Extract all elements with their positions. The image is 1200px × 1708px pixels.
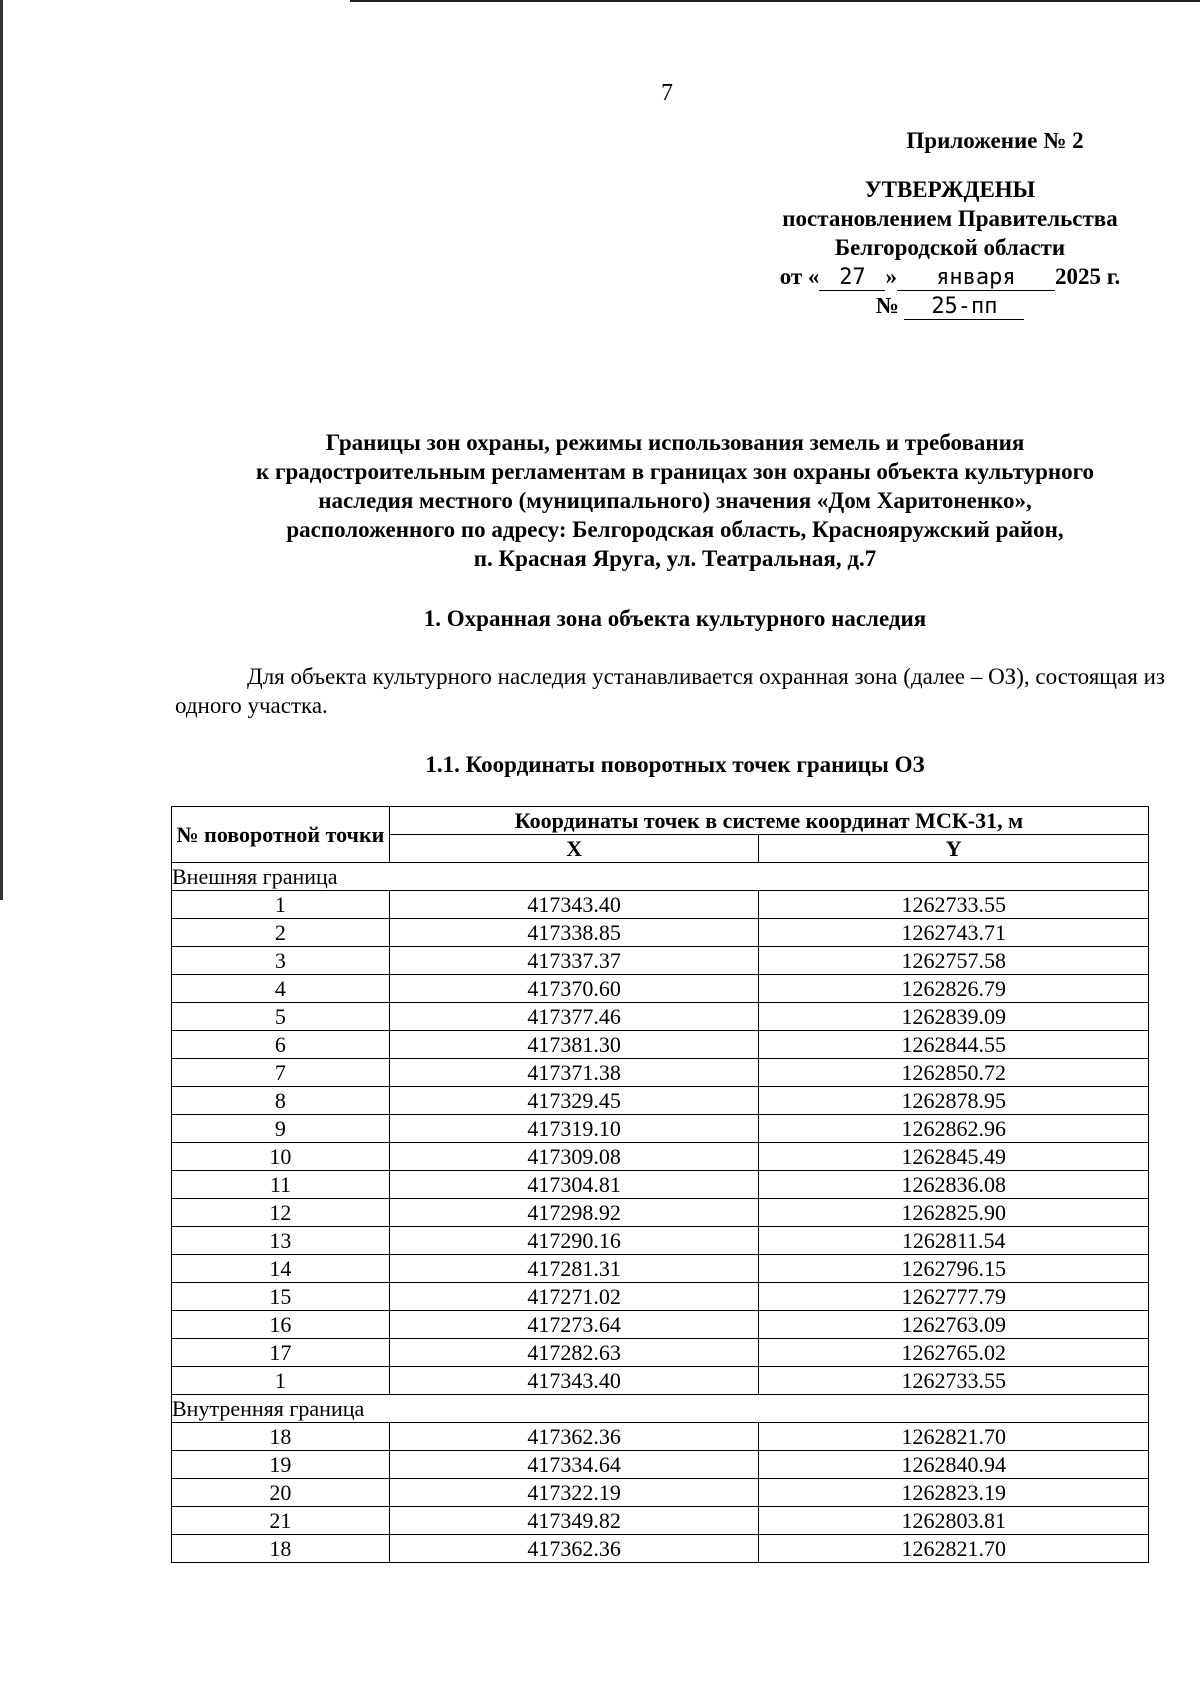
y-coordinate-cell: 1262796.15	[759, 1255, 1149, 1283]
table-row	[172, 1171, 1149, 1199]
table-row	[172, 947, 1149, 975]
table-row	[172, 1311, 1149, 1339]
point-number-cell: 7	[172, 1059, 390, 1087]
y-coordinate-cell: 1262845.49	[759, 1143, 1149, 1171]
x-coordinate-cell: 417322.19	[389, 1479, 759, 1507]
y-coordinate-cell: 1262823.19	[759, 1479, 1149, 1507]
table-row	[172, 1479, 1149, 1507]
y-coordinate-cell: 1262811.54	[759, 1227, 1149, 1255]
table-row	[172, 1031, 1149, 1059]
date-year: 2025 г.	[1054, 264, 1121, 289]
table-row	[172, 1423, 1149, 1451]
y-coordinate-cell: 1262765.02	[759, 1339, 1149, 1367]
x-coordinate-cell: 417349.82	[389, 1507, 759, 1535]
header-coordinates: Координаты точек в системе координат МСК-31, м	[389, 807, 1148, 835]
approval-number-line	[720, 291, 1180, 320]
date-day: 27	[819, 266, 885, 291]
group-label: Внутренняя граница	[172, 1395, 1149, 1423]
x-coordinate-cell: 417309.08	[389, 1143, 759, 1171]
x-coordinate-cell: 417338.85	[389, 919, 759, 947]
x-coordinate-cell: 417337.37	[389, 947, 759, 975]
table-row	[172, 1143, 1149, 1171]
table-row	[172, 1199, 1149, 1227]
point-number-cell: 20	[172, 1479, 390, 1507]
section-heading: 1. Охранная зона объекта культурного наследия	[423, 606, 927, 631]
y-coordinate-cell: 1262826.79	[759, 975, 1149, 1003]
date-quote-close: »	[885, 264, 897, 289]
table-body	[172, 863, 1149, 1563]
x-coordinate-cell: 417281.31	[389, 1255, 759, 1283]
x-coordinate-cell: 417377.46	[389, 1003, 759, 1031]
table-row	[172, 1535, 1149, 1563]
body-paragraph: Для объекта культурного наследия устанавливается охранная зона (далее – ОЗ), состоящая из одного участка.	[175, 664, 1165, 718]
y-coordinate-cell: 1262844.55	[759, 1031, 1149, 1059]
coordinates-table	[171, 806, 1149, 1563]
scan-edge-top	[350, 0, 1200, 2]
page-number: 7	[661, 80, 673, 106]
point-number-cell: 15	[172, 1283, 390, 1311]
x-coordinate-cell: 417371.38	[389, 1059, 759, 1087]
point-number-cell: 21	[172, 1507, 390, 1535]
point-number-cell: 1	[172, 1367, 390, 1395]
y-coordinate-cell: 1262840.94	[759, 1451, 1149, 1479]
table-row	[172, 975, 1149, 1003]
table-row	[172, 1227, 1149, 1255]
point-number-cell: 3	[172, 947, 390, 975]
title-line: Границы зон охраны, режимы использования земель и требования	[325, 430, 1025, 455]
y-coordinate-cell: 1262850.72	[759, 1059, 1149, 1087]
point-number-cell: 17	[172, 1339, 390, 1367]
y-coordinate-cell: 1262733.55	[759, 1367, 1149, 1395]
approved-label: УТВЕРЖДЕНЫ	[864, 177, 1036, 202]
table-row	[172, 891, 1149, 919]
y-coordinate-cell: 1262821.70	[759, 1423, 1149, 1451]
approval-date-line	[720, 262, 1180, 291]
table-row	[172, 1087, 1149, 1115]
group-row	[172, 863, 1149, 891]
title-line: п. Красная Яруга, ул. Театральная, д.7	[473, 546, 877, 571]
approval-block	[720, 126, 1180, 320]
table-row	[172, 1003, 1149, 1031]
title-line: наследия местного (муниципального) значения «Дом Харитоненко»,	[318, 488, 1032, 513]
y-coordinate-cell: 1262757.58	[759, 947, 1149, 975]
x-coordinate-cell: 417282.63	[389, 1339, 759, 1367]
y-coordinate-cell: 1262878.95	[759, 1087, 1149, 1115]
approval-line-2: Белгородской области	[834, 235, 1066, 260]
y-coordinate-cell: 1262862.96	[759, 1115, 1149, 1143]
point-number-cell: 4	[172, 975, 390, 1003]
point-number-cell: 2	[172, 919, 390, 947]
table-row	[172, 1283, 1149, 1311]
x-coordinate-cell: 417362.36	[389, 1535, 759, 1563]
table-row	[172, 1059, 1149, 1087]
group-row	[172, 1395, 1149, 1423]
scan-edge-left	[0, 0, 3, 900]
point-number-cell: 12	[172, 1199, 390, 1227]
x-coordinate-cell: 417370.60	[389, 975, 759, 1003]
document-title	[170, 428, 1180, 573]
point-number-cell: 19	[172, 1451, 390, 1479]
y-coordinate-cell: 1262743.71	[759, 919, 1149, 947]
header-point-number: № поворотной точки	[172, 807, 390, 863]
x-coordinate-cell: 417362.36	[389, 1423, 759, 1451]
point-number-cell: 8	[172, 1087, 390, 1115]
date-month: января	[897, 266, 1055, 291]
date-prefix: от «	[779, 264, 820, 289]
x-coordinate-cell: 417343.40	[389, 891, 759, 919]
point-number-cell: 13	[172, 1227, 390, 1255]
point-number-cell: 11	[172, 1171, 390, 1199]
x-coordinate-cell: 417381.30	[389, 1031, 759, 1059]
document-number: 25-пп	[904, 295, 1024, 320]
point-number-cell: 16	[172, 1311, 390, 1339]
subsection-heading: 1.1. Координаты поворотных точек границы ОЗ	[425, 752, 925, 777]
table-row	[172, 1255, 1149, 1283]
point-number-cell: 6	[172, 1031, 390, 1059]
number-prefix: №	[875, 293, 899, 318]
approval-line-1: постановлением Правительства	[782, 206, 1118, 231]
table-row	[172, 1451, 1149, 1479]
header-y: Y	[759, 835, 1149, 863]
x-coordinate-cell: 417343.40	[389, 1367, 759, 1395]
point-number-cell: 5	[172, 1003, 390, 1031]
table-row	[172, 1339, 1149, 1367]
y-coordinate-cell: 1262821.70	[759, 1535, 1149, 1563]
y-coordinate-cell: 1262825.90	[759, 1199, 1149, 1227]
table-row	[172, 1115, 1149, 1143]
x-coordinate-cell: 417304.81	[389, 1171, 759, 1199]
table-row	[172, 1507, 1149, 1535]
y-coordinate-cell: 1262733.55	[759, 891, 1149, 919]
x-coordinate-cell: 417290.16	[389, 1227, 759, 1255]
appendix-label: Приложение № 2	[906, 128, 1084, 153]
x-coordinate-cell: 417329.45	[389, 1087, 759, 1115]
y-coordinate-cell: 1262777.79	[759, 1283, 1149, 1311]
title-line: расположенного по адресу: Белгородская область, Краснояружский район,	[286, 517, 1064, 542]
point-number-cell: 18	[172, 1423, 390, 1451]
x-coordinate-cell: 417319.10	[389, 1115, 759, 1143]
point-number-cell: 9	[172, 1115, 390, 1143]
x-coordinate-cell: 417273.64	[389, 1311, 759, 1339]
table-row	[172, 1367, 1149, 1395]
x-coordinate-cell: 417271.02	[389, 1283, 759, 1311]
point-number-cell: 18	[172, 1535, 390, 1563]
y-coordinate-cell: 1262839.09	[759, 1003, 1149, 1031]
x-coordinate-cell: 417298.92	[389, 1199, 759, 1227]
group-label: Внешняя граница	[172, 863, 1149, 891]
y-coordinate-cell: 1262836.08	[759, 1171, 1149, 1199]
header-x: X	[389, 835, 759, 863]
table-row	[172, 919, 1149, 947]
point-number-cell: 14	[172, 1255, 390, 1283]
point-number-cell: 10	[172, 1143, 390, 1171]
y-coordinate-cell: 1262803.81	[759, 1507, 1149, 1535]
x-coordinate-cell: 417334.64	[389, 1451, 759, 1479]
point-number-cell: 1	[172, 891, 390, 919]
y-coordinate-cell: 1262763.09	[759, 1311, 1149, 1339]
title-line: к градостроительным регламентам в границах зон охраны объекта культурного	[256, 459, 1094, 484]
